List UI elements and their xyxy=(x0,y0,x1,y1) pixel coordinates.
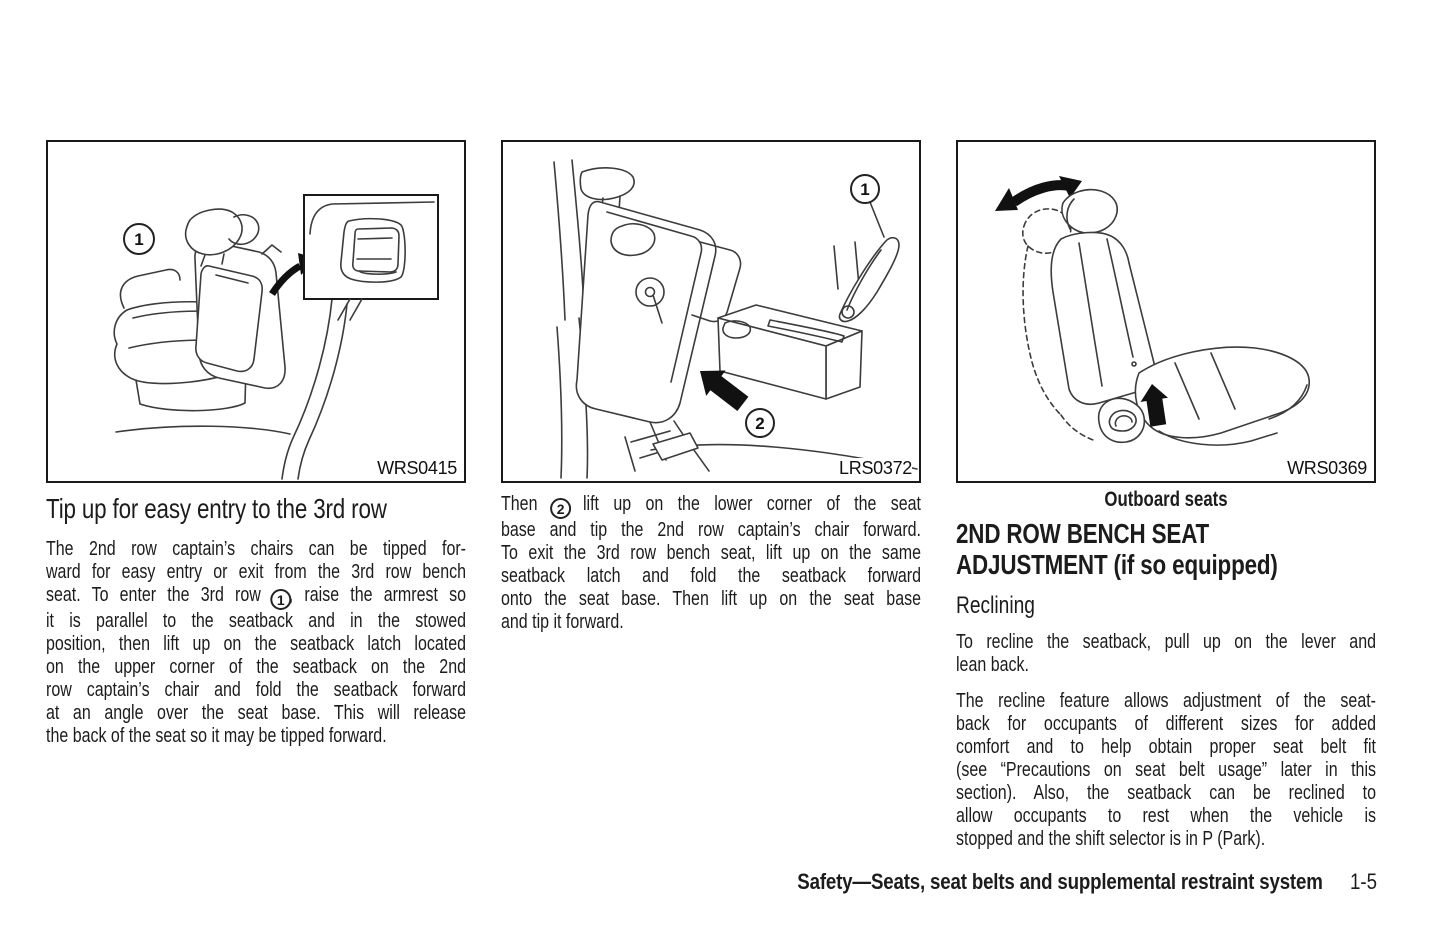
folded-seat-mechanism xyxy=(576,202,740,471)
figure-label: WRS0369 xyxy=(1282,458,1367,479)
text-line: base and tip the 2nd row captain’s chair forward. xyxy=(501,519,921,541)
floor-line xyxy=(116,426,290,434)
text-line: section). Also, the seatback can be reclined to xyxy=(956,782,1376,804)
text-line: To recline the seatback, pull up on the lever and xyxy=(956,631,1376,653)
text-line: (see “Precautions on seat belt usage” later in this xyxy=(956,759,1376,781)
folded-captains-chair-illustration xyxy=(503,142,919,481)
text-line: and tip it forward. xyxy=(501,611,624,633)
text-line: seatback latch and fold the seatback forward xyxy=(501,565,921,587)
text-line: The 2nd row captain’s chairs can be tipped for- xyxy=(46,538,466,560)
text-line: allow occupants to rest when the vehicle is xyxy=(956,805,1376,827)
figure-reclining-seat xyxy=(956,140,1376,483)
subheading-reclining: Reclining xyxy=(956,592,1035,619)
tipped-captains-chair-illustration xyxy=(48,142,464,481)
pillar-lines xyxy=(282,299,347,479)
text-line: it is parallel to the seatback and in the stowed xyxy=(46,610,466,632)
callout-1-badge xyxy=(124,224,154,254)
section-heading-tip-up: Tip up for easy entry to the 3rd row xyxy=(46,493,387,524)
svg-text:1: 1 xyxy=(134,230,144,249)
left-paragraph xyxy=(46,538,466,748)
text-line: lean back. xyxy=(956,654,1029,676)
text-line: row captain’s chair and fold the seatback forward xyxy=(46,679,466,701)
svg-text:1: 1 xyxy=(860,180,870,199)
text-line: To exit the 3rd row bench seat, lift up on the same xyxy=(501,542,921,564)
text-line: stopped and the shift selector is in P (Park). xyxy=(956,828,1266,850)
figure-tip-up-seat xyxy=(46,140,466,483)
text-line: the back of the seat so it may be tipped forward. xyxy=(46,725,387,747)
footer-section-title: Safety—Seats, seat belts and supplemental restraint system xyxy=(797,869,1323,894)
column-left xyxy=(46,140,466,851)
text-line: The recline feature allows adjustment of the seat- xyxy=(956,690,1376,712)
text-line: comfort and to help obtain proper seat belt fit xyxy=(956,736,1376,758)
text-line: onto the seat base. Then lift up on the seat base xyxy=(501,588,921,610)
svg-text:2: 2 xyxy=(755,414,765,433)
section-heading-2nd-row-bench xyxy=(956,518,1376,580)
text-line: position, then lift up on the seatback latch located xyxy=(46,633,466,655)
right-paragraph-2 xyxy=(956,690,1376,851)
text-line: Then 2 lift up on the lower corner of the seat xyxy=(501,493,921,517)
figure-caption-outboard-seats: Outboard seats xyxy=(1104,488,1228,511)
right-text-block xyxy=(956,488,1376,851)
column-middle xyxy=(501,140,921,851)
content-columns xyxy=(46,140,1376,851)
callout-number: 1 xyxy=(270,589,291,610)
text-line: seat. To enter the 3rd row 1 , raise the armrest so xyxy=(46,584,467,608)
right-paragraph-1 xyxy=(956,631,1376,677)
middle-text-block xyxy=(501,483,921,634)
footer-page-number: 1-5 xyxy=(1349,869,1377,894)
figure-label: LRS0372 xyxy=(834,458,912,479)
callout-1-badge xyxy=(851,175,884,237)
latch-inset xyxy=(304,195,438,320)
column-right xyxy=(956,140,1376,851)
tipped-seatback xyxy=(195,242,285,389)
left-text-block xyxy=(46,493,466,748)
text-line: on the upper corner of the seatback on the 2nd xyxy=(46,656,466,678)
page-footer xyxy=(695,869,1377,895)
text-line: at an angle over the seat base. This will release xyxy=(46,702,466,724)
callout-2-badge xyxy=(746,409,774,437)
raised-armrest-seat xyxy=(834,238,899,322)
text-line: 2ND ROW BENCH SEAT xyxy=(956,518,1210,549)
reclining-seat-illustration xyxy=(958,142,1374,481)
figure-label: WRS0415 xyxy=(372,458,457,479)
callout-number: 2 xyxy=(550,498,571,519)
recline-lever xyxy=(1099,398,1145,442)
text-line: back for occupants of different sizes for added xyxy=(956,713,1376,735)
figure-folded-seat xyxy=(501,140,921,483)
text-line: ADJUSTMENT (if so equipped) xyxy=(956,549,1278,580)
text-line: ward for easy entry or exit from the 3rd row bench xyxy=(46,561,466,583)
middle-paragraph xyxy=(501,493,921,634)
